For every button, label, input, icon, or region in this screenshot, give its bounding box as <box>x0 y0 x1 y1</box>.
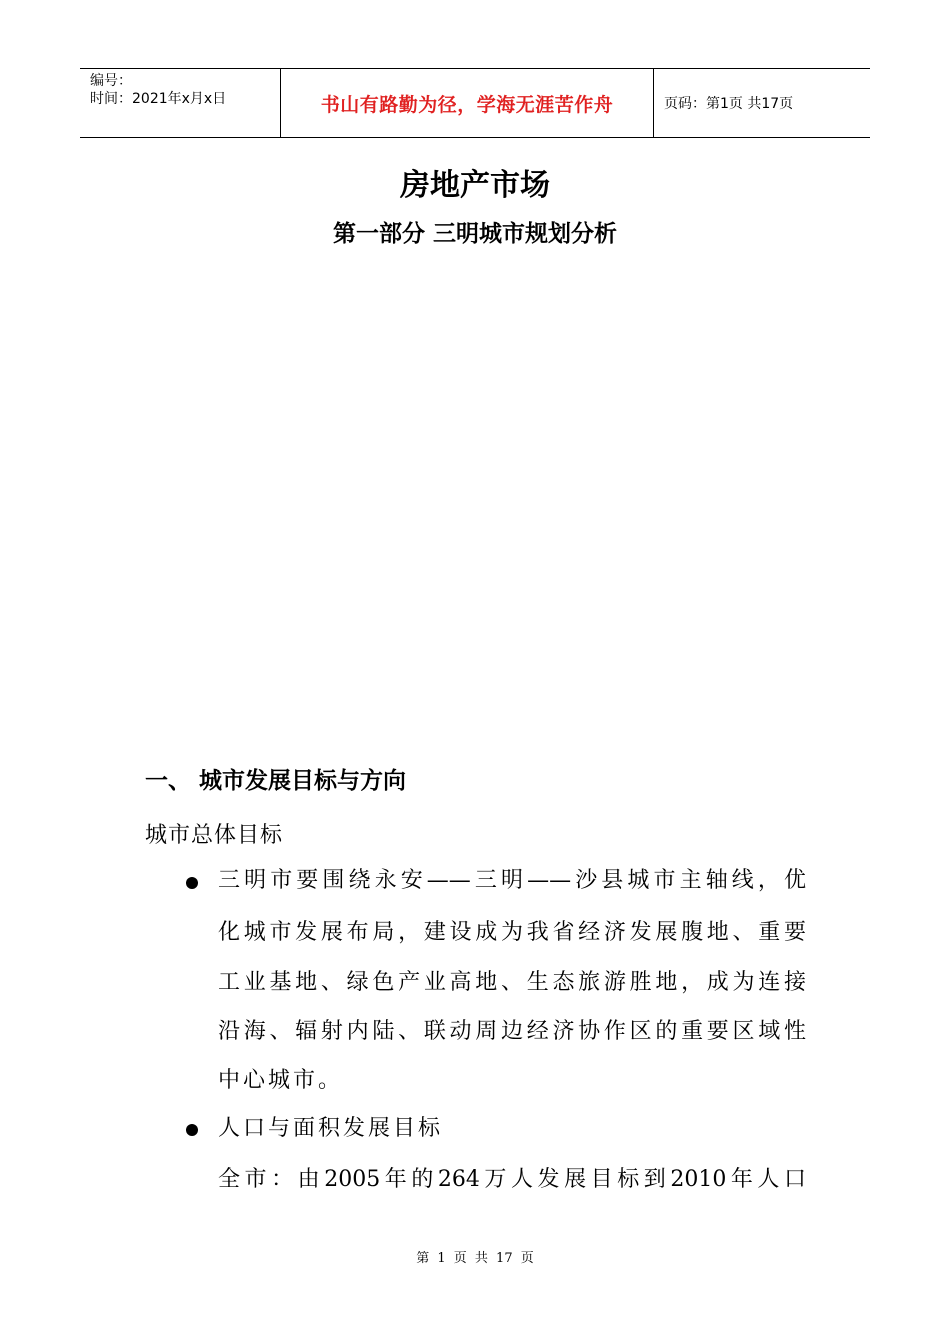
paragraph-line: 三明市要围绕永安——三明——沙县城市主轴线，优 <box>218 868 806 893</box>
header-page-cell <box>654 69 870 137</box>
document-time-label: 时间：2021年x月x日 <box>90 91 227 107</box>
paragraph-line: 化城市发展布局，建设成为我省经济发展腹地、重要 <box>218 920 806 945</box>
document-title: 房地产市场 <box>400 168 550 203</box>
page-footer: 第 1 页 共 17 页 <box>416 1251 534 1266</box>
document-number-label: 编号： <box>90 73 132 89</box>
bullet-icon <box>186 1124 198 1136</box>
paragraph-line: 工业基地、绿色产业高地、生态旅游胜地，成为连接 <box>218 970 806 995</box>
paragraph-line: 沿海、辐射内陆、联动周边经济协作区的重要区域性 <box>218 1019 806 1044</box>
header-page-info: 页码：第1页 共17页 <box>664 96 794 112</box>
header-motto-cell <box>281 69 654 137</box>
header-meta-cell <box>80 69 281 137</box>
paragraph-line: 全市：由2005年的264万人发展目标到2010年人口 <box>218 1167 806 1192</box>
section-heading: 一、 城市发展目标与方向 <box>145 767 407 794</box>
bullet-title: 人口与面积发展目标 <box>218 1116 444 1141</box>
paragraph-line: 中心城市。 <box>218 1068 344 1093</box>
document-subtitle: 第一部分 三明城市规划分析 <box>332 220 617 247</box>
page-header-table <box>80 68 870 138</box>
bullet-icon <box>186 877 198 889</box>
section-subheading: 城市总体目标 <box>145 823 284 848</box>
header-motto: 书山有路勤为径，学海无涯苦作舟 <box>320 93 614 116</box>
